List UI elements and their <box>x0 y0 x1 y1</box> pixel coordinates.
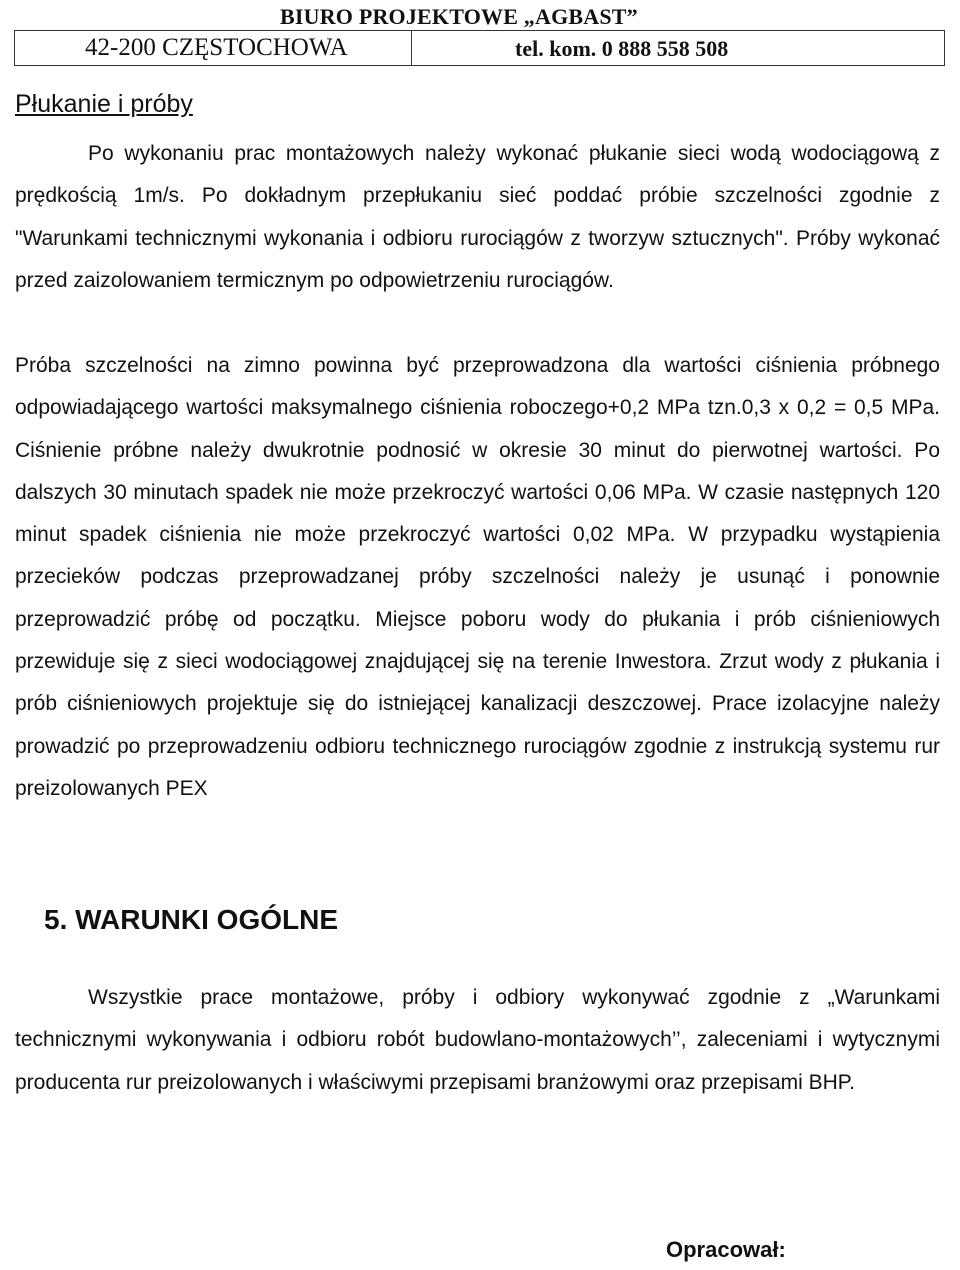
paragraph-general: Wszystkie prace montażowe, próby i odbiory wykonywać zgodnie z „Warunkami technicznymi wykonywania i odbioru robót budowlano-montażowych’’, zaleceniami i wytycznymi producenta rur preizolowanych i właściwymi przepisami branżowymi oraz przepisami BHP. <box>15 986 940 1094</box>
header-city: 42-200 CZĘSTOCHOWA <box>85 34 348 61</box>
header-table <box>14 30 945 66</box>
header-divider <box>411 31 412 65</box>
paragraph-flushing-1: Po wykonaniu prac montażowych należy wykonać płukanie sieci wodą wodociągową z prędkością 1m/s. Po dokładnym przepłukaniu sieć poddać próbie szczelności zgodnie z "Warunkami technicznymi wykonania i odbioru rurociągów z tworzyw sztucznych". Próby wykonać przed zaizolowaniem termicznym po odpowietrzeniu rurociągów. <box>15 142 940 292</box>
section-heading-general: 5. WARUNKI OGÓLNE <box>44 904 339 935</box>
company-name: BIURO PROJEKTOWE „AGBAST” <box>280 4 638 29</box>
paragraph-flushing-2: Próba szczelności na zimno powinna być przeprowadzona dla wartości ciśnienia próbnego odpowiadającego wartości maksymalnego ciśnienia roboczego+0,2 MPa tzn.0,3 x 0,2 = 0,5 MPa. Ciśnienie próbne należy dwukrotnie podnosić w okresie 30 minut do pierwotnej wartości. Po dalszych 30 minutach spadek nie może przekroczyć wartości 0,06 MPa. W czasie następnych 120 minut spadek ciśnienia nie może przekroczyć wartości 0,02 MPa. W przypadku wystąpienia przecieków podczas przeprowadzanej próby szczelności należy je usunąć i ponownie przeprowadzić próbę od początku. Miejsce poboru wody do płukania i prób ciśnieniowych przewiduje się z sieci wodociągowej znajdującej się na terenie Inwestora. Zrzut wody z płukania i prób ciśnieniowych projektuje się do istniejącej kanalizacji deszczowej. Prace izolacyjne należy prowadzić po przeprowadzeniu odbioru technicznego rurociągów zgodnie z instrukcją systemu rur preizolowanych PEX <box>15 354 940 800</box>
header-phone: tel. kom. 0 888 558 508 <box>515 36 729 61</box>
section-heading-flushing: Płukanie i próby <box>15 90 193 118</box>
signature-label: Opracował: <box>666 1237 786 1262</box>
